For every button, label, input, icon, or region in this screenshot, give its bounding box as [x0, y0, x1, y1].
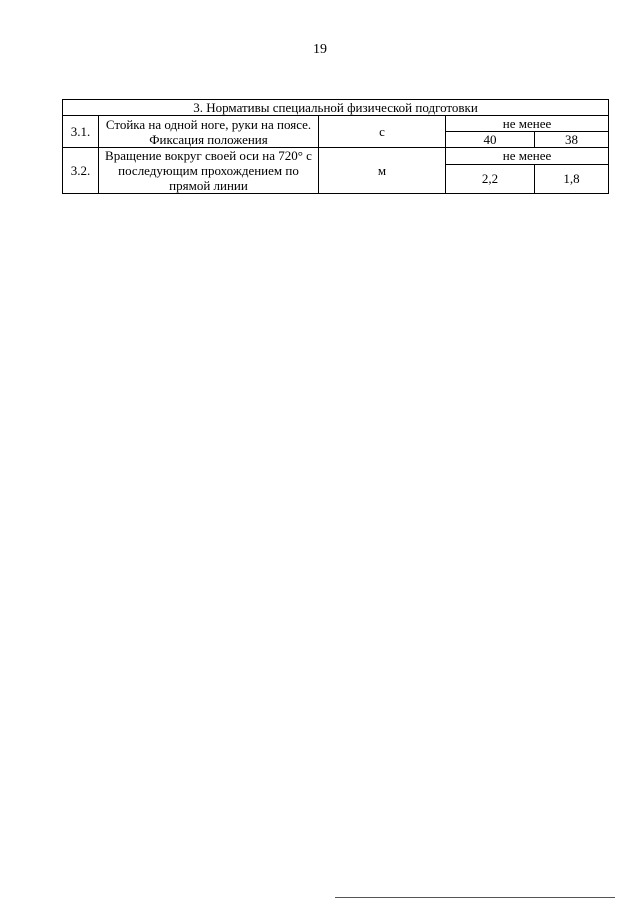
unit-cell: с: [319, 116, 446, 148]
row-number: 3.2.: [63, 148, 99, 194]
value-cell: 1,8: [535, 164, 609, 193]
exercise-description: Стойка на одной ноге, руки на поясе. Фиксация положения: [99, 116, 319, 148]
page-number: 19: [313, 42, 327, 57]
value-cell: 40: [446, 132, 535, 148]
unit-cell: м: [319, 148, 446, 194]
norms-table: [62, 99, 609, 194]
qualifier-cell: не менее: [446, 116, 609, 132]
section-title: 3. Нормативы специальной физической подготовки: [63, 100, 609, 116]
scan-edge-line: [335, 897, 615, 898]
table-row: [63, 148, 609, 165]
row-number: 3.1.: [63, 116, 99, 148]
exercise-description: Вращение вокруг своей оси на 720° с последующим прохождением по прямой линии: [99, 148, 319, 194]
qualifier-cell: не менее: [446, 148, 609, 165]
table-row: [63, 116, 609, 132]
value-cell: 38: [535, 132, 609, 148]
value-cell: 2,2: [446, 164, 535, 193]
section-header-row: [63, 100, 609, 116]
